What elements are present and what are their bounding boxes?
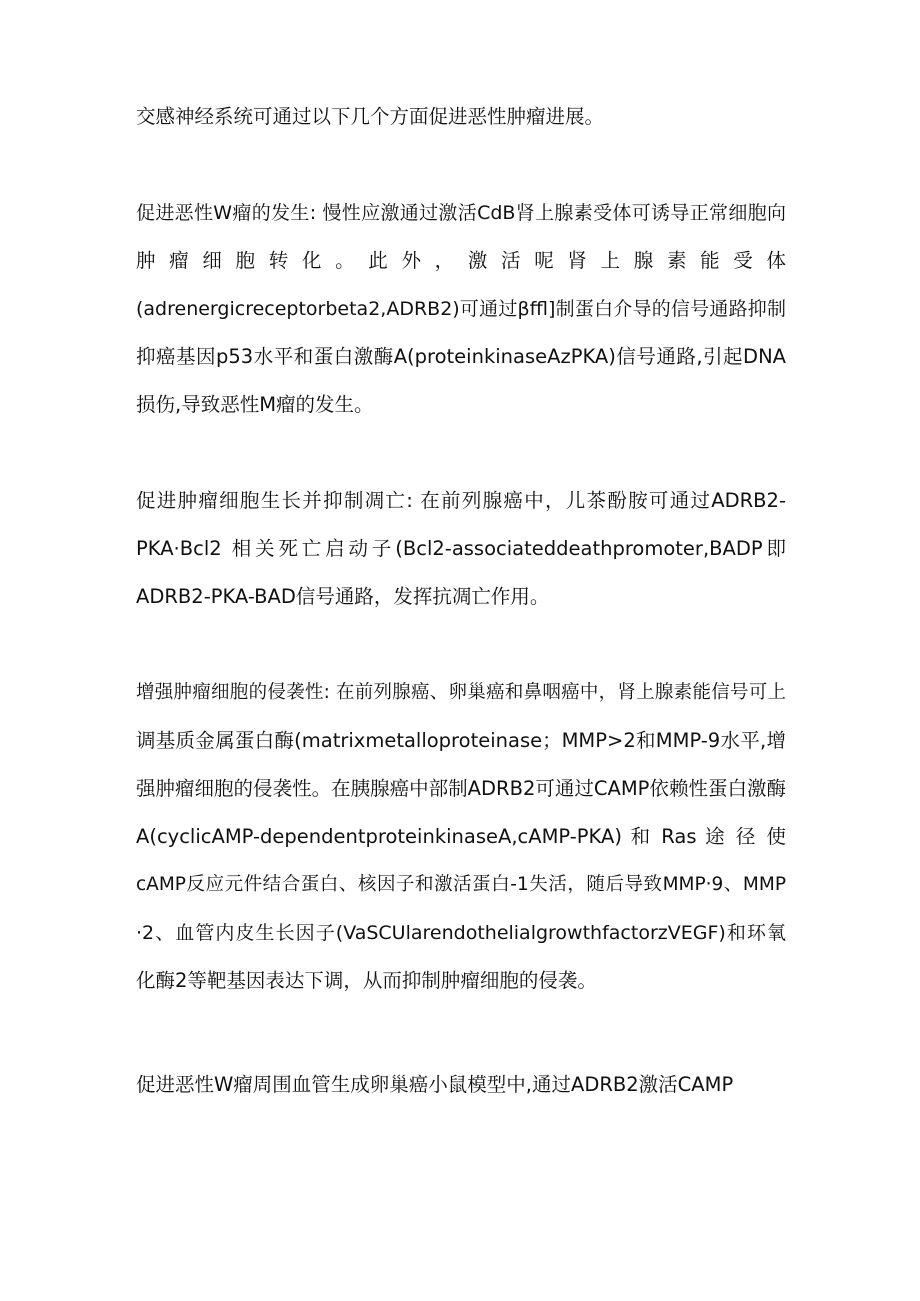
- text-line: 强肿瘤细胞的侵袭性。在胰腺癌中部制ADRB2可通过CAMP依赖性蛋白激酶: [136, 777, 786, 800]
- text-line: cAMP反应元件结合蛋白、核因子和激活蛋白-1失活，随后导致MMP·9、MMP: [136, 874, 786, 895]
- paragraph-angiogenesis: [136, 1073, 786, 1121]
- text-line: 损伤,导致恶性M瘤的发生。: [136, 393, 374, 416]
- text-line: ·2、血管内皮生长因子(VaSCUlarendothelialgrowthfactorzVEGF)和环氧: [136, 922, 786, 944]
- paragraph-tumorigenesis: [136, 201, 786, 441]
- text-line: 化酶2等靶基因表达下调，从而抑制肿瘤细胞的侵袭。: [136, 969, 597, 992]
- text-line: A(cyclicAMP-dependentproteinkinaseA,cAMP-PKA) 和 Ras 途 径 使: [136, 825, 786, 848]
- text-line: 肿 瘤 细 胞 转 化 。 此 外 ， 激 活 呢 肾 上 腺 素 能 受 体: [136, 249, 786, 272]
- text-line: PKA·Bcl2 相关死亡启动子(Bcl2-associateddeathpromoter,BADP即: [136, 537, 786, 560]
- text-line: 促进肿瘤细胞生长并抑制凋亡: 在前列腺癌中，儿茶酚胺可通过ADRB2-: [136, 489, 786, 512]
- text-line: 增强肿瘤细胞的侵袭性: 在前列腺癌、卵巢癌和鼻咽癌中，肾上腺素能信号可上: [136, 682, 786, 703]
- paragraph-intro: [136, 105, 786, 153]
- text-line: 抑癌基因p53水平和蛋白激酶A(proteinkinaseAzPKA)信号通路,引起DNA: [136, 345, 786, 368]
- text-line: 促进恶性W瘤的发生: 慢性应激通过激活CdB肾上腺素受体可诱导正常细胞向: [136, 202, 786, 224]
- text-line: 交感神经系统可通过以下几个方面促进恶性肿瘤进展。: [136, 105, 605, 128]
- paragraph-invasion: [136, 681, 786, 1017]
- paragraph-growth-apoptosis: [136, 489, 786, 633]
- text-line: (adrenergicreceptorbeta2,ADRB2)可通过βffl]制蛋白介导的信号通路抑制: [136, 298, 786, 320]
- text-line: 促进恶性W瘤周围血管生成卵巢癌小鼠模型中,通过ADRB2激活CAMP: [136, 1073, 734, 1096]
- text-line: ADRB2-PKA-BAD信号通路，发挥抗凋亡作用。: [136, 585, 550, 608]
- text-line: 调基质金属蛋白酶(matrixmetalloproteinase；MMP>2和MMP-9水平,增: [136, 729, 786, 752]
